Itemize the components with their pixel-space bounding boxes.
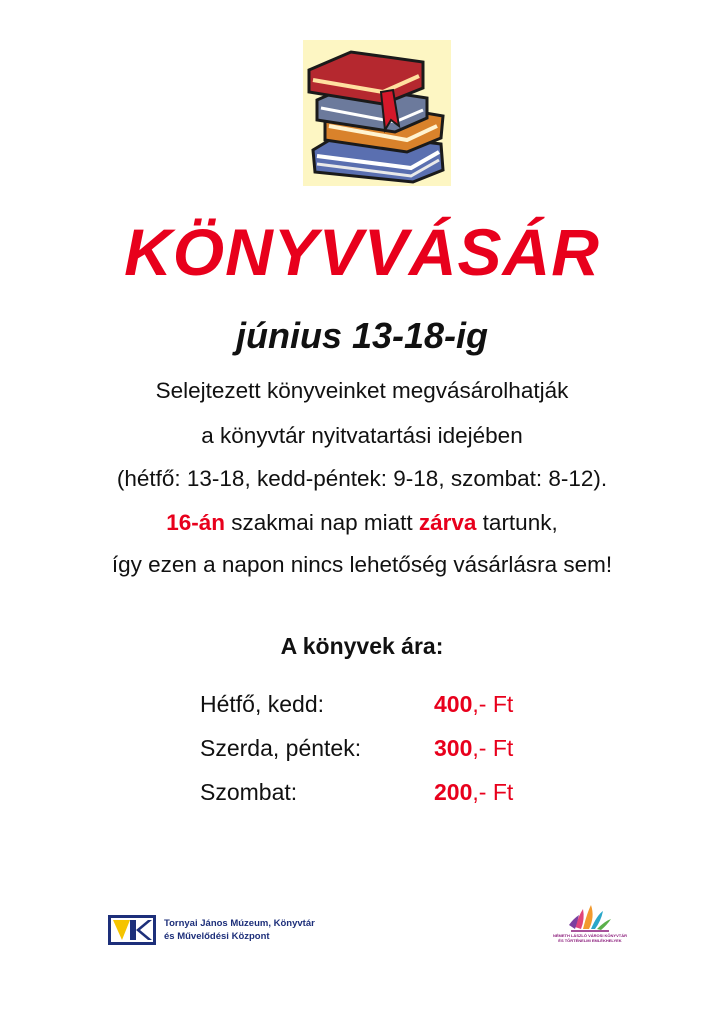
price-amount: 400 — [434, 691, 473, 717]
closed-word: zárva — [418, 510, 477, 535]
price-amount: 200 — [434, 779, 473, 805]
library-logo — [545, 903, 635, 953]
price-day: Szombat: — [200, 779, 298, 805]
museum-logo-line-1: Tornyai János Múzeum, Könyvtár — [164, 918, 315, 929]
price-day: Szerda, péntek: — [200, 735, 362, 761]
price-row — [0, 774, 724, 810]
no-sale-line: így ezen a napon nincs lehetőség vásárlásra sem! — [111, 552, 613, 577]
price-value — [434, 730, 513, 766]
price-unit: ,- Ft — [472, 735, 514, 761]
poster-date: június 13-18-ig — [235, 315, 489, 356]
poster-title: KÖNYVVÁSÁR — [124, 215, 600, 289]
info-line-1: Selejtezett könyveinket megvásárolhatják — [155, 378, 569, 403]
library-logo-line-1: NÉMETH LÁSZLÓ VÁROSI KÖNYVTÁR — [552, 933, 627, 938]
closure-text-mid: szakmai nap miatt — [225, 510, 419, 535]
price-row — [0, 686, 724, 722]
museum-logo-text — [164, 917, 315, 943]
book-stack-icon — [303, 40, 451, 186]
price-unit: ,- Ft — [472, 779, 514, 805]
museum-logo-line-2: és Művelődési Központ — [164, 931, 270, 942]
library-logo-text — [545, 933, 635, 943]
price-value — [434, 774, 513, 810]
library-logo-line-2: ÉS TÖRTÉNELMI EMLÉKHELYEK — [558, 938, 622, 943]
price-unit: ,- Ft — [472, 691, 514, 717]
opening-hours-line: (hétfő: 13-18, kedd-péntek: 9-18, szombat: 8-12). — [116, 466, 608, 491]
library-logo-icon — [545, 903, 635, 933]
price-amount: 300 — [434, 735, 473, 761]
price-row — [0, 730, 724, 766]
closure-text-end: tartunk, — [476, 510, 558, 535]
info-line-2: a könyvtár nyitvatartási idejében — [201, 423, 523, 448]
museum-logo — [108, 915, 368, 949]
museum-logo-icon — [108, 915, 156, 945]
price-day: Hétfő, kedd: — [200, 691, 325, 717]
closure-notice-line — [0, 508, 724, 538]
closure-date: 16-án — [166, 510, 226, 535]
prices-heading: A könyvek ára: — [280, 633, 444, 659]
price-value — [434, 686, 513, 722]
